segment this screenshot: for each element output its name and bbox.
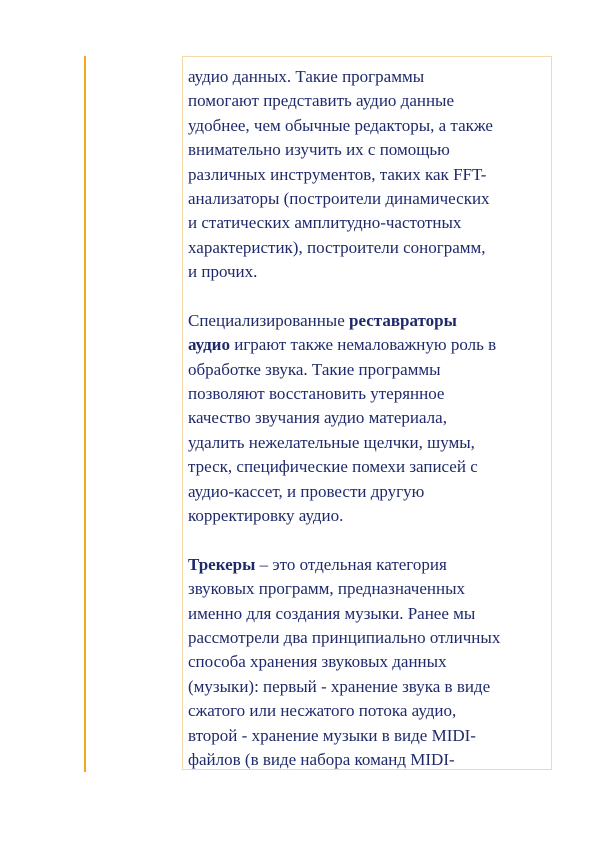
paragraph-gap	[188, 285, 552, 309]
paragraph2-line: корректировку аудио.	[188, 506, 344, 526]
paragraph1-line: и прочих.	[188, 262, 258, 282]
paragraph3-line: звуковых программ, предназначенных	[188, 579, 465, 599]
audio-term: аудио	[188, 335, 230, 355]
paragraph3-line: сжатого или несжатого потока аудио,	[188, 701, 457, 721]
paragraph2-line: обработке звука. Такие программы	[188, 359, 441, 379]
document-body	[188, 65, 552, 770]
paragraph3-suffix: – это отдельная категория	[255, 554, 447, 574]
paragraph1-line: помогают представить аудио данные	[188, 91, 455, 111]
paragraph2-line: качество звучания аудио материала,	[188, 408, 447, 428]
paragraph1-line: удобнее, чем обычные редакторы, а также	[188, 115, 493, 135]
paragraph2-line: треск, специфические помехи записей с	[188, 457, 478, 477]
paragraph2-line	[188, 333, 552, 357]
paragraph1-line: различных инструментов, таких как FFT-	[188, 164, 487, 184]
paragraph2-line: аудио-кассет, и провести другую	[188, 481, 425, 501]
paragraph1-line: внимательно изучить их с помощью	[188, 140, 450, 160]
paragraph3-line: именно для создания музыки. Ранее мы	[188, 603, 476, 623]
paragraph1-line: аудио данных. Такие программы	[188, 67, 425, 86]
paragraph3-line: рассмотрели два принципиально отличных	[188, 627, 501, 647]
paragraph2-line: позволяют восстановить утерянное	[188, 384, 445, 404]
paragraph2-line: удалить нежелательные щелчки, шумы,	[188, 432, 475, 452]
paragraph2-prefix: Специализированные	[188, 310, 350, 330]
paragraph3-line: второй - хранение музыки в виде MIDI-	[188, 725, 476, 745]
text-frame	[182, 56, 552, 770]
paragraph3-line: (музыки): первый - хранение звука в виде	[188, 676, 491, 696]
paragraph3-line	[188, 553, 552, 577]
paragraph2-suffix: играют также немаловажную роль в	[229, 335, 497, 355]
restorers-term: реставраторы	[349, 310, 457, 330]
paragraph-gap	[188, 528, 552, 552]
left-margin-rule	[84, 56, 86, 772]
trackers-term: Трекеры	[188, 554, 256, 574]
paragraph1-line: анализаторы (построители динамических	[188, 188, 490, 208]
paragraph1-line: и статических амплитудно-частотных	[188, 213, 462, 233]
paragraph3-line: файлов (в виде набора команд MIDI-	[188, 749, 455, 769]
paragraph1-line: характеристик), построители сонограмм,	[188, 237, 486, 257]
paragraph3-line: способа хранения звуковых данных	[188, 652, 447, 672]
paragraph2-line	[188, 309, 552, 333]
